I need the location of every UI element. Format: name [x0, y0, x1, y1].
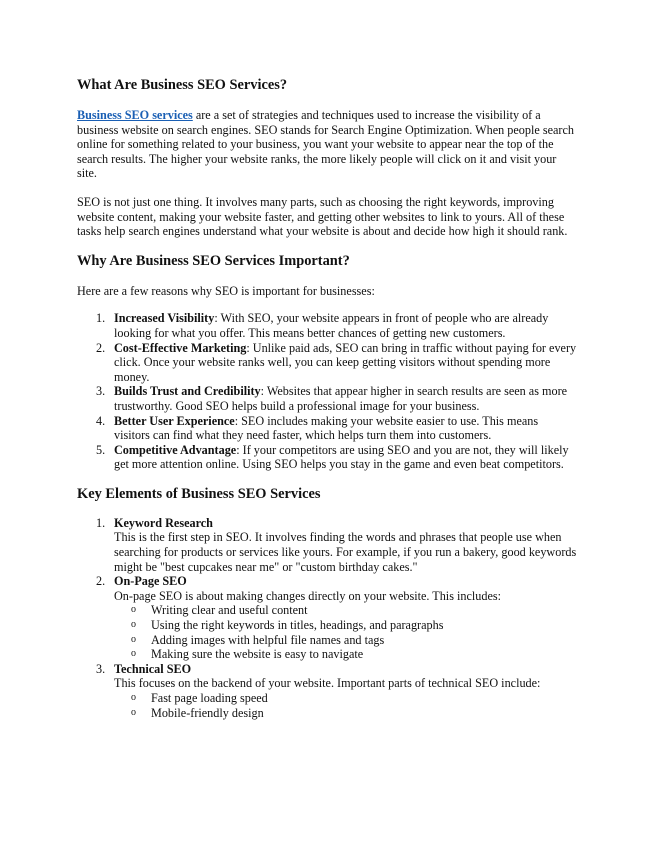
list-item-title: Technical SEO [114, 661, 192, 676]
business-seo-services-link[interactable]: Business SEO services [77, 108, 193, 122]
list-item [114, 633, 577, 648]
list-item-title: Better User Experience [114, 413, 235, 428]
bullet-text: Writing clear and useful content [151, 603, 308, 618]
bullet-icon: o [131, 692, 136, 703]
list-item-title: Keyword Research [114, 515, 213, 530]
list-number: 5. [96, 442, 106, 457]
list-number: 3. [96, 661, 106, 676]
key-elements-list [77, 516, 577, 720]
bullet-icon: o [131, 648, 136, 660]
bullet-text: Adding images with helpful file names and tags [151, 632, 385, 647]
list-item-text: : If your competitors are using SEO and you are not, they will likely get more attention online. Using SEO helps you stay in the game and even beat competitors. [114, 442, 569, 472]
list-item-title: On-Page SEO [114, 574, 187, 589]
list-item-text: This focuses on the backend of your website. Important parts of technical SEO include: [114, 676, 541, 691]
list-item-text: : Unlike paid ads, SEO can bring in traffic without paying for every click. Once your website ranks well, you can keep getting visitors without spending more money. [114, 340, 577, 384]
list-item [77, 574, 577, 662]
list-item-text: : Websites that appear higher in search results are seen as more trustworthy. Good SEO helps build a professional image for your business. [114, 384, 568, 413]
bullet-text: Fast page loading speed [151, 691, 268, 705]
list-item-title: Builds Trust and Credibility [114, 384, 261, 399]
bullet-icon: o [131, 619, 136, 631]
bullet-icon: o [131, 604, 136, 616]
paragraph-why-intro: Here are a few reasons why SEO is important for businesses: [77, 283, 375, 298]
list-number: 2. [96, 574, 106, 589]
list-item [77, 443, 577, 472]
list-number: 4. [96, 413, 106, 428]
list-item [114, 691, 577, 706]
heading-what-are-seo-services: What Are Business SEO Services? [77, 77, 288, 93]
list-number: 2. [96, 340, 106, 355]
list-item [114, 603, 577, 618]
technical-seo-bullets [114, 691, 577, 720]
bullet-text: Using the right keywords in titles, headings, and paragraphs [151, 618, 444, 633]
list-number: 1. [96, 311, 106, 326]
list-item [114, 618, 577, 633]
list-item [77, 341, 577, 385]
list-number: 3. [96, 384, 106, 399]
list-number: 1. [96, 515, 106, 530]
heading-why-seo-important: Why Are Business SEO Services Important? [77, 252, 350, 269]
list-item [114, 706, 577, 721]
list-item [77, 311, 577, 340]
paragraph-seo-definition-text: are a set of strategies and techniques used to increase the visibility of a business website on search engines. SEO stands for Search Engine Optimization. When people search online for something related to your business, you want your website to appear near the top of the search results. The higher your website ranks, the more likely people will click on it and visit your site. [77, 108, 574, 181]
bullet-icon: o [131, 706, 136, 718]
paragraph-seo-definition [77, 108, 577, 181]
on-page-seo-bullets [114, 603, 577, 661]
list-item [77, 414, 577, 443]
why-reasons-list [77, 311, 577, 472]
document-content [77, 77, 577, 720]
list-item-title: Competitive Advantage [114, 442, 237, 457]
list-item [77, 384, 577, 413]
list-item-text: On-page SEO is about making changes directly on your website. This includes: [114, 588, 501, 603]
list-item [114, 647, 577, 662]
list-item-title: Increased Visibility [114, 311, 215, 326]
bullet-icon: o [131, 633, 136, 645]
paragraph-seo-parts: SEO is not just one thing. It involves many parts, such as choosing the right keywords, improving website content, making your website faster, and getting other websites to link to yours. All of these tasks help search engines understand what your website is about and decide how high it should rank. [77, 194, 568, 239]
list-item-text: : SEO includes making your website easier to use. This means visitors can find what they need faster, which helps turn them into customers. [114, 413, 539, 443]
list-item [77, 516, 577, 574]
list-item-title: Cost-Effective Marketing [114, 340, 247, 355]
heading-key-elements: Key Elements of Business SEO Services [77, 485, 321, 502]
list-item [77, 662, 577, 720]
bullet-text: Making sure the website is easy to navigate [151, 647, 364, 662]
list-item-text: : With SEO, your website appears in front of people who are already looking for what you offer. This means better chances of getting new customers. [114, 311, 549, 340]
bullet-text: Mobile-friendly design [151, 705, 264, 720]
list-item-text: This is the first step in SEO. It involves finding the words and phrases that people use when searching for products or services like yours. For example, if you run a bakery, good keywords might be "best cupcakes near me" or "custom birthday cakes." [114, 530, 577, 574]
